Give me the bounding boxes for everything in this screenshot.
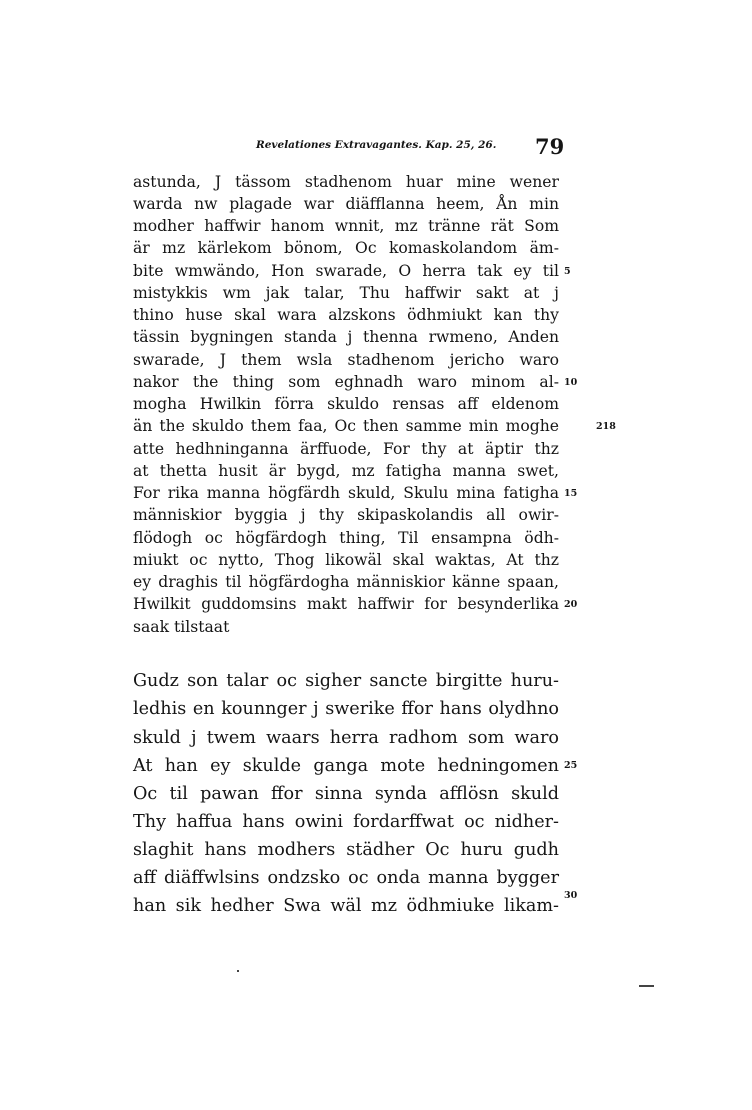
scan-mark [639,985,654,987]
text-line: mogha Hwilkin förra skuldo rensas aff eldenom [133,395,559,413]
text-line: miukt oc nytto, Thog likowäl skal waktas, At thz [133,551,559,569]
text-line: Thy haffua hans owini fordarffwat oc nidher- [133,812,559,832]
running-title: Revelationes Extravagantes. Kap. 25, 26. [256,139,497,151]
text-line: flödogh oc högfärdogh thing, Til ensampna ödh- [133,529,559,547]
text-line: atte hedhninganna ärffuode, For thy at äptir thz [133,440,559,458]
text-line: slaghit hans modhers städher Oc huru gudh [133,840,559,860]
text-line: warda nw plagade war diäfflanna heem, Ån min [133,195,559,213]
text-line: människior byggia j thy skipaskolandis all owir- [133,506,559,524]
text-line: än the skuldo them faa, Oc then samme min moghe [133,417,559,435]
text-line: saak tilstaat [133,618,230,636]
text-line: at thetta husit är bygd, mz fatigha manna swet, [133,462,559,480]
page-number: 79 [535,134,565,159]
text-line: modher haffwir hanom wnnit, mz tränne rät Som [133,217,559,235]
line-number: 20 [564,599,578,610]
text-line: aff diäffwlsins ondzsko oc onda manna bygger [133,868,559,888]
line-number: 30 [564,890,578,901]
text-line: han sik hedher Swa wäl mz ödhmiuke likam- [133,896,559,916]
text-line: At han ey skulde ganga mote hedningomen [133,756,559,776]
text-line: tässin bygningen standa j thenna rwmeno, Anden [133,328,559,346]
text-line: astunda, J tässom stadhenom huar mine wener [133,173,559,191]
text-line: For rika manna högfärdh skuld, Skulu mina fatigha [133,484,559,502]
text-line: swarade, J them wsla stadhenom jericho waro [133,351,559,369]
text-line: Hwilkit guddomsins makt haffwir for besynderlika [133,595,559,613]
text-line: nakor the thing som eghnadh waro minom al- [133,373,559,391]
margin-page-reference: 218 [596,421,616,432]
line-number: 5 [564,266,571,277]
line-number: 15 [564,488,578,499]
text-line: skuld j twem waars herra radhom som waro [133,728,559,748]
text-line: Gudz son talar oc sigher sancte birgitte huru- [133,671,559,691]
text-line: är mz kärlekom bönom, Oc komaskolandom äm- [133,239,559,257]
text-line: thino huse skal wara alzskons ödhmiukt kan thy [133,306,559,324]
text-line: Oc til pawan ffor sinna synda afflösn skuld [133,784,559,804]
text-line: ledhis en kounnger j swerike ffor hans olydhno [133,699,559,719]
text-line: bite wmwändo, Hon swarade, O herra tak ey til [133,262,559,280]
line-number: 25 [564,760,578,771]
text-line: mistykkis wm jak talar, Thu haffwir sakt at j [133,284,559,302]
scan-dot [237,970,239,972]
line-number: 10 [564,377,578,388]
text-line: ey draghis til högfärdogha människior känne spaan, [133,573,559,591]
